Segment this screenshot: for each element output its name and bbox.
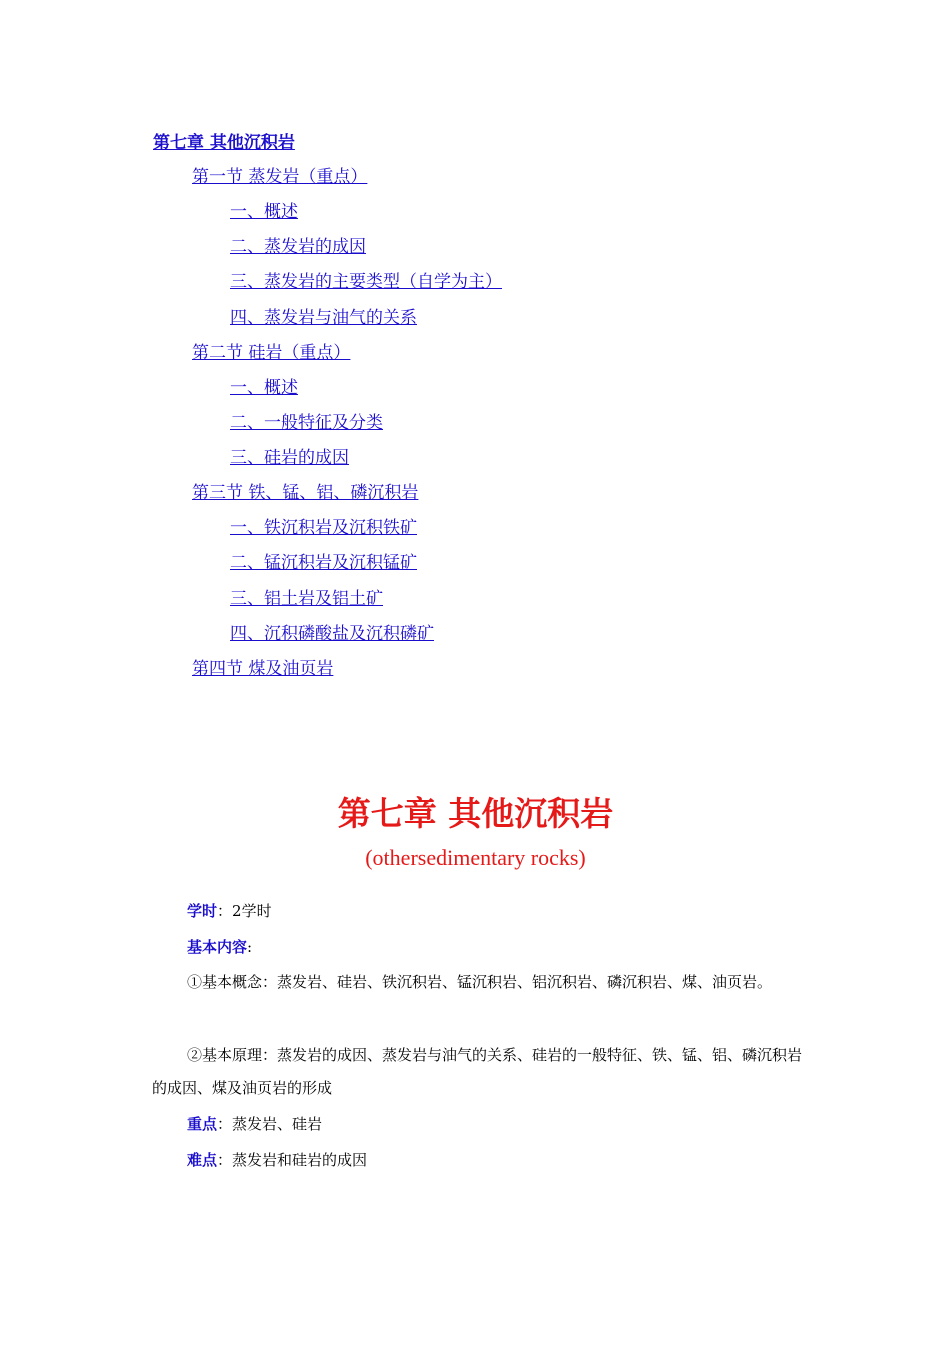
difficult-points-label: 难点	[187, 1151, 218, 1169]
toc-link-section-4[interactable]: 第四节 煤及油页岩	[192, 659, 334, 679]
chapter-subtitle: (othersedimentary rocks)	[365, 845, 586, 870]
toc-link-3-4[interactable]: 四、沉积磷酸盐及沉积磷矿	[230, 624, 434, 644]
toc-link-section-3[interactable]: 第三节 铁、锰、铝、磷沉积岩	[192, 483, 419, 503]
toc-link-3-3[interactable]: 三、铝土岩及铝土矿	[230, 589, 383, 609]
principles-paragraph: ②基本原理：蒸发岩的成因、蒸发岩与油气的关系、硅岩的一般特征、铁、锰、铝、磷沉积岩的成因、煤及油页岩的形成	[152, 1046, 803, 1097]
toc-link-2-2[interactable]: 二、一般特征及分类	[230, 413, 383, 433]
toc-link-3-2[interactable]: 二、锰沉积岩及沉积锰矿	[230, 553, 417, 573]
difficult-points-colon: ：	[217, 1151, 233, 1169]
difficult-points-value: 蒸发岩和硅岩的成因	[232, 1151, 368, 1169]
toc-link-section-1[interactable]: 第一节 蒸发岩（重点）	[192, 167, 368, 187]
key-points-colon: ：	[217, 1115, 233, 1133]
toc-link-chapter-7[interactable]: 第七章 其他沉积岩	[153, 133, 295, 153]
key-points-row	[187, 1114, 322, 1134]
toc-link-2-1[interactable]: 一、概述	[230, 378, 298, 398]
hours-label: 学时	[187, 902, 218, 920]
chapter-title: 第七章 其他沉积岩	[337, 794, 614, 833]
difficult-points-row	[187, 1150, 367, 1170]
toc-link-2-3[interactable]: 三、硅岩的成因	[230, 448, 349, 468]
toc-link-section-2[interactable]: 第二节 硅岩（重点）	[192, 343, 351, 363]
hours-colon: ：	[217, 902, 233, 920]
content-label: 基本内容	[187, 938, 248, 956]
content-row	[187, 937, 252, 957]
toc-link-1-1[interactable]: 一、概述	[230, 202, 298, 222]
concepts-paragraph: ①基本概念：蒸发岩、硅岩、铁沉积岩、锰沉积岩、铝沉积岩、磷沉积岩、煤、油页岩。	[187, 973, 773, 991]
toc-link-1-3[interactable]: 三、蒸发岩的主要类型（自学为主）	[230, 272, 502, 292]
hours-row	[187, 901, 272, 921]
key-points-value: 蒸发岩、硅岩	[232, 1115, 323, 1133]
key-points-label: 重点	[187, 1115, 218, 1133]
hours-value: 2学时	[232, 902, 272, 920]
toc-link-1-4[interactable]: 四、蒸发岩与油气的关系	[230, 308, 417, 328]
content-colon: :	[247, 938, 253, 956]
toc-link-1-2[interactable]: 二、蒸发岩的成因	[230, 237, 366, 257]
toc-link-3-1[interactable]: 一、铁沉积岩及沉积铁矿	[230, 518, 417, 538]
